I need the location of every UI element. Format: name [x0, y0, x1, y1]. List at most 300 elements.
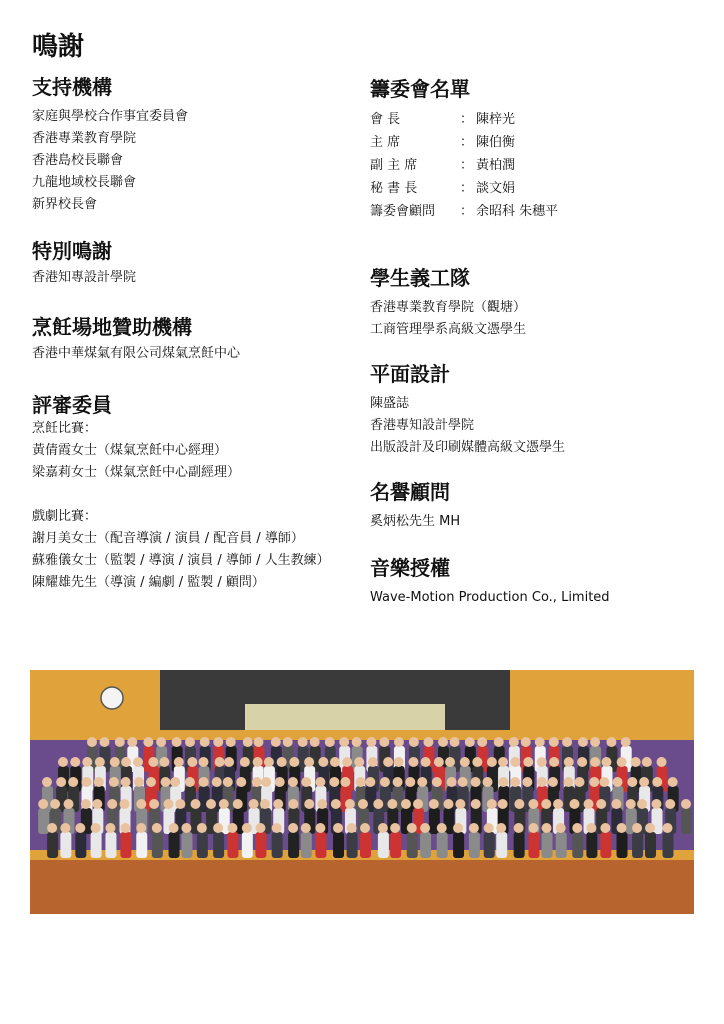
- person-body: [315, 832, 326, 858]
- person-head: [465, 737, 475, 747]
- committee-name: 黃柏潤: [476, 158, 516, 173]
- person-head: [242, 823, 252, 833]
- person-head: [498, 757, 508, 767]
- person-head: [487, 799, 497, 809]
- person-body: [496, 832, 507, 858]
- person-body: [199, 786, 210, 812]
- person-head: [253, 757, 263, 767]
- person-head: [564, 777, 574, 787]
- person-head: [233, 799, 243, 809]
- committee-row: [370, 131, 700, 154]
- person-head: [127, 737, 137, 747]
- person-head: [549, 757, 559, 767]
- person-head: [143, 737, 153, 747]
- venue-heading: 烹飪場地贊助機構: [32, 315, 192, 339]
- person-head: [342, 757, 352, 767]
- music-heading: 音樂授權: [370, 556, 450, 580]
- person-head: [590, 737, 600, 747]
- person-head: [213, 737, 223, 747]
- person-body: [360, 832, 371, 858]
- person-head: [373, 799, 383, 809]
- person-head: [136, 799, 146, 809]
- person-head: [240, 757, 250, 767]
- person-head: [95, 757, 105, 767]
- person-head: [358, 799, 368, 809]
- person-head: [556, 823, 566, 833]
- person-head: [360, 823, 370, 833]
- drama-judge: 蘇雅儀女士（監製 / 導演 / 演員 / 導師 / 人生教練）: [32, 553, 330, 568]
- person-head: [91, 823, 101, 833]
- person-head: [288, 799, 298, 809]
- person-body: [347, 832, 358, 858]
- person-head: [631, 757, 641, 767]
- person-head: [213, 823, 223, 833]
- person-head: [301, 777, 311, 787]
- person-head: [339, 737, 349, 747]
- committee-role: 籌委會顧問: [370, 204, 436, 219]
- person-head: [477, 737, 487, 747]
- person-head: [484, 823, 494, 833]
- person-head: [498, 799, 508, 809]
- person-head: [136, 823, 146, 833]
- person-head: [637, 799, 647, 809]
- person-body: [390, 832, 401, 858]
- person-head: [170, 777, 180, 787]
- person-head: [498, 777, 508, 787]
- graphic-item: 出版設計及印刷媒體高級文憑學生: [370, 440, 566, 455]
- person-head: [156, 737, 166, 747]
- person-body: [681, 808, 692, 834]
- person-body: [301, 832, 312, 858]
- person-head: [562, 737, 572, 747]
- person-head: [64, 799, 74, 809]
- person-head: [264, 757, 274, 767]
- person-head: [443, 799, 453, 809]
- person-body: [91, 832, 102, 858]
- person-head: [368, 757, 378, 767]
- group-photo-illustration: [30, 670, 694, 914]
- person-head: [523, 757, 533, 767]
- person-head: [613, 777, 623, 787]
- person-body: [105, 832, 116, 858]
- person-head: [175, 799, 185, 809]
- person-body: [38, 808, 49, 834]
- person-head: [107, 799, 117, 809]
- person-head: [58, 757, 68, 767]
- person-body: [181, 832, 192, 858]
- person-head: [417, 777, 427, 787]
- person-head: [199, 777, 209, 787]
- person-head: [553, 799, 563, 809]
- person-head: [599, 777, 609, 787]
- person-head: [115, 737, 125, 747]
- person-head: [445, 757, 455, 767]
- person-body: [75, 832, 86, 858]
- person-head: [380, 777, 390, 787]
- person-head: [212, 777, 222, 787]
- clock-icon: [101, 687, 123, 709]
- photo-banner: [245, 704, 445, 730]
- person-head: [333, 823, 343, 833]
- person-head: [260, 799, 270, 809]
- person-head: [577, 757, 587, 767]
- person-head: [366, 737, 376, 747]
- person-head: [652, 777, 662, 787]
- person-body: [60, 832, 71, 858]
- person-head: [496, 823, 506, 833]
- committee-role: 秘 書 長: [370, 181, 418, 196]
- person-head: [681, 799, 691, 809]
- person-head: [549, 737, 559, 747]
- person-body: [333, 832, 344, 858]
- person-head: [310, 737, 320, 747]
- person-head: [60, 823, 70, 833]
- person-head: [586, 823, 596, 833]
- committee-sep: ：: [460, 204, 474, 219]
- person-head: [317, 799, 327, 809]
- person-head: [68, 777, 78, 787]
- person-head: [455, 799, 465, 809]
- person-body: [197, 832, 208, 858]
- person-head: [356, 777, 366, 787]
- person-head: [301, 823, 311, 833]
- person-body: [484, 832, 495, 858]
- page-title: 鳴謝: [32, 32, 85, 62]
- person-body: [586, 832, 597, 858]
- person-head: [651, 799, 661, 809]
- person-head: [352, 737, 362, 747]
- committee-section: [370, 76, 700, 223]
- person-head: [668, 777, 678, 787]
- person-head: [510, 777, 520, 787]
- person-head: [528, 823, 538, 833]
- person-head: [409, 737, 419, 747]
- person-head: [665, 799, 675, 809]
- person-head: [42, 777, 52, 787]
- person-body: [632, 832, 643, 858]
- graphic-heading: 平面設計: [370, 362, 450, 386]
- person-head: [199, 757, 209, 767]
- person-head: [163, 799, 173, 809]
- person-body: [169, 832, 180, 858]
- person-head: [537, 777, 547, 787]
- support-item: 新界校長會: [32, 197, 98, 212]
- committee-sep: ：: [460, 112, 474, 127]
- drama-judge: 陳耀雄先生（導演 / 編劇 / 監製 / 顧問）: [32, 575, 265, 590]
- person-body: [437, 832, 448, 858]
- person-head: [119, 799, 129, 809]
- person-head: [521, 737, 531, 747]
- person-head: [394, 757, 404, 767]
- person-body: [645, 832, 656, 858]
- person-head: [105, 823, 115, 833]
- person-head: [227, 823, 237, 833]
- person-head: [329, 777, 339, 787]
- person-head: [514, 823, 524, 833]
- person-head: [200, 737, 210, 747]
- committee-role: 副 主 席: [370, 158, 418, 173]
- support-heading: 支持機構: [32, 75, 112, 99]
- person-head: [226, 737, 236, 747]
- person-head: [169, 823, 179, 833]
- honorary-section: [370, 479, 700, 533]
- person-head: [469, 823, 479, 833]
- person-head: [606, 737, 616, 747]
- special-item: 香港知專設計學院: [32, 270, 137, 285]
- person-head: [450, 737, 460, 747]
- person-head: [146, 777, 156, 787]
- person-head: [437, 823, 447, 833]
- person-head: [378, 823, 388, 833]
- person-body: [255, 832, 266, 858]
- committee-row: [370, 154, 700, 177]
- person-head: [191, 799, 201, 809]
- group-photo: [30, 670, 694, 914]
- volunteers-section: [370, 265, 700, 341]
- committee-name: 陳伯衡: [476, 135, 516, 150]
- person-head: [99, 737, 109, 747]
- person-head: [92, 799, 102, 809]
- support-item: 九龍地域校長聯會: [32, 175, 137, 190]
- person-head: [423, 737, 433, 747]
- person-head: [394, 737, 404, 747]
- person-head: [121, 757, 131, 767]
- person-head: [347, 823, 357, 833]
- person-head: [642, 757, 652, 767]
- person-head: [645, 823, 655, 833]
- graphic-section: [370, 361, 700, 459]
- person-head: [487, 757, 497, 767]
- person-head: [236, 777, 246, 787]
- person-head: [460, 757, 470, 767]
- person-head: [575, 777, 585, 787]
- person-head: [94, 777, 104, 787]
- person-body: [662, 832, 673, 858]
- judges-heading: 評審委員: [32, 393, 112, 417]
- person-head: [134, 777, 144, 787]
- person-head: [405, 777, 415, 787]
- person-head: [537, 757, 547, 767]
- person-head: [345, 799, 355, 809]
- person-head: [133, 757, 143, 767]
- person-head: [528, 799, 538, 809]
- person-head: [161, 777, 171, 787]
- person-head: [253, 737, 263, 747]
- committee-sep: ：: [460, 135, 474, 150]
- graphic-item: 香港專知設計學院: [370, 418, 475, 433]
- person-head: [185, 777, 195, 787]
- person-head: [611, 799, 621, 809]
- person-head: [110, 757, 120, 767]
- honorary-heading: 名譽顧問: [370, 480, 450, 504]
- person-head: [120, 823, 130, 833]
- committee-sep: ：: [460, 158, 474, 173]
- person-head: [197, 823, 207, 833]
- cooking-label: 烹飪比賽：: [32, 421, 98, 436]
- support-section: [32, 74, 362, 216]
- person-head: [215, 757, 225, 767]
- special-heading: 特別鳴謝: [32, 239, 112, 263]
- committee-name: 余昭科 朱穗平: [476, 204, 559, 219]
- person-head: [275, 777, 285, 787]
- person-head: [569, 799, 579, 809]
- person-head: [288, 777, 298, 787]
- person-head: [224, 757, 234, 767]
- committee-heading: 籌委會名單: [370, 77, 470, 101]
- support-item: 家庭與學校合作事宜委員會: [32, 109, 189, 124]
- person-head: [596, 799, 606, 809]
- person-head: [318, 757, 328, 767]
- person-head: [185, 737, 195, 747]
- person-head: [288, 823, 298, 833]
- person-body: [152, 832, 163, 858]
- person-head: [657, 757, 667, 767]
- person-head: [590, 757, 600, 767]
- person-head: [273, 799, 283, 809]
- support-item: 香港專業教育學院: [32, 131, 137, 146]
- person-body: [514, 832, 525, 858]
- person-head: [149, 799, 159, 809]
- person-head: [243, 737, 253, 747]
- person-head: [447, 777, 457, 787]
- person-head: [434, 757, 444, 767]
- person-head: [315, 823, 325, 833]
- person-head: [56, 777, 66, 787]
- person-body: [453, 832, 464, 858]
- person-head: [75, 823, 85, 833]
- committee-role: 會 長: [370, 112, 401, 127]
- person-body: [378, 832, 389, 858]
- volunteers-item: 工商管理學系高級文憑學生: [370, 322, 527, 337]
- committee-name: 談文娟: [476, 181, 516, 196]
- person-head: [408, 757, 418, 767]
- person-body: [120, 832, 131, 858]
- person-head: [82, 757, 92, 767]
- committee-row: [370, 177, 700, 200]
- person-head: [471, 777, 481, 787]
- person-head: [438, 737, 448, 747]
- person-body: [288, 832, 299, 858]
- support-item: 香港島校長聯會: [32, 153, 124, 168]
- person-head: [379, 737, 389, 747]
- person-head: [304, 799, 314, 809]
- committee-role: 主 席: [370, 135, 401, 150]
- honorary-item: 奚炳松先生 MH: [370, 514, 461, 529]
- person-head: [121, 777, 131, 787]
- person-head: [509, 737, 519, 747]
- person-head: [283, 737, 293, 747]
- person-head: [47, 823, 57, 833]
- person-body: [242, 832, 253, 858]
- person-head: [331, 799, 341, 809]
- person-head: [354, 757, 364, 767]
- person-head: [584, 799, 594, 809]
- person-head: [172, 737, 182, 747]
- volunteers-item: 香港專業教育學院（觀塘）: [370, 300, 527, 315]
- person-body: [556, 832, 567, 858]
- special-section: [32, 238, 362, 286]
- person-head: [109, 777, 119, 787]
- person-head: [340, 777, 350, 787]
- person-head: [572, 823, 582, 833]
- person-body: [528, 832, 539, 858]
- person-head: [174, 757, 184, 767]
- person-head: [453, 823, 463, 833]
- person-head: [401, 799, 411, 809]
- person-head: [298, 737, 308, 747]
- person-head: [522, 777, 532, 787]
- person-head: [50, 799, 60, 809]
- person-head: [589, 777, 599, 787]
- person-head: [407, 823, 417, 833]
- person-head: [271, 737, 281, 747]
- committee-name: 陳梓光: [476, 112, 516, 127]
- person-head: [383, 757, 393, 767]
- person-head: [429, 799, 439, 809]
- person-head: [535, 737, 545, 747]
- person-head: [206, 799, 216, 809]
- person-head: [471, 799, 481, 809]
- person-head: [148, 757, 158, 767]
- person-head: [578, 737, 588, 747]
- volunteers-heading: 學生義工隊: [370, 266, 470, 290]
- person-head: [542, 823, 552, 833]
- person-head: [82, 777, 92, 787]
- person-head: [330, 757, 340, 767]
- person-head: [432, 777, 442, 787]
- person-head: [662, 823, 672, 833]
- person-head: [421, 757, 431, 767]
- person-head: [252, 777, 262, 787]
- left-column: [32, 70, 362, 594]
- venue-item: 香港中華煤氣有限公司煤氣烹飪中心: [32, 346, 241, 361]
- person-head: [219, 799, 229, 809]
- drama-label: 戲劇比賽：: [32, 509, 98, 524]
- venue-section: [32, 314, 362, 362]
- person-body: [213, 832, 224, 858]
- person-head: [541, 799, 551, 809]
- person-head: [38, 799, 48, 809]
- person-head: [483, 777, 493, 787]
- person-head: [261, 777, 271, 787]
- committee-row: [370, 108, 700, 131]
- person-head: [420, 823, 430, 833]
- person-head: [601, 757, 611, 767]
- photo-floor: [30, 860, 694, 914]
- person-body: [47, 832, 58, 858]
- person-head: [255, 823, 265, 833]
- person-head: [272, 823, 282, 833]
- committee-sep: ：: [460, 181, 474, 196]
- person-head: [413, 799, 423, 809]
- person-body: [572, 832, 583, 858]
- person-head: [626, 799, 636, 809]
- person-head: [510, 757, 520, 767]
- person-head: [159, 757, 169, 767]
- person-head: [514, 799, 524, 809]
- person-body: [227, 832, 238, 858]
- person-body: [600, 832, 611, 858]
- person-head: [187, 757, 197, 767]
- music-section: [370, 555, 700, 609]
- person-head: [365, 777, 375, 787]
- drama-judge: 謝月美女士（配音導演 / 演員 / 配音員 / 導師）: [32, 531, 304, 546]
- person-head: [181, 823, 191, 833]
- person-body: [272, 832, 283, 858]
- person-head: [639, 777, 649, 787]
- person-head: [81, 799, 91, 809]
- person-head: [249, 799, 259, 809]
